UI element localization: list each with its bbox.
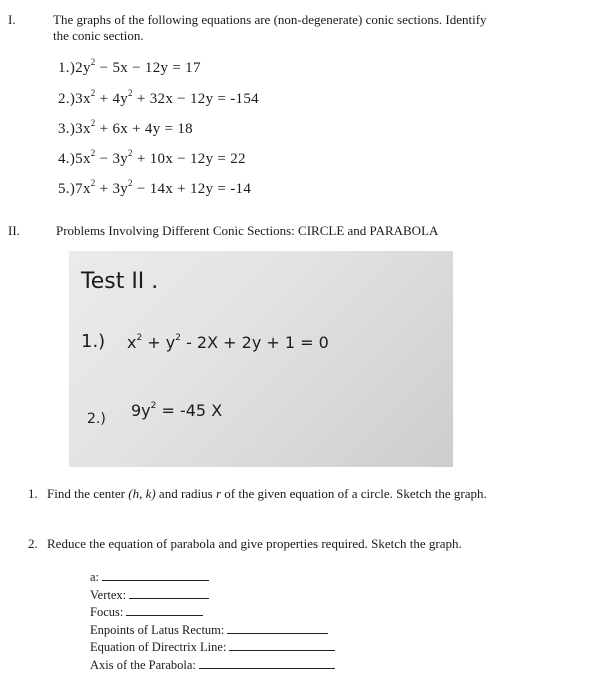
handwritten-problems-photo: [69, 251, 453, 467]
section-2-heading: Problems Involving Different Conic Sections: CIRCLE and PARABOLA: [56, 223, 439, 238]
exponent: 2: [150, 401, 157, 411]
answer-fields: [90, 568, 335, 673]
exponent: 2: [90, 148, 96, 158]
equation-term: − 14x + 12y = -14: [132, 181, 252, 197]
exponent: 2: [90, 118, 96, 128]
equation-term: − 5x − 12y = 17: [95, 60, 201, 76]
equation-term: + 4y: [95, 91, 129, 107]
equation-number: 4.): [58, 151, 76, 167]
equation-term: + 6x + 4y = 18: [95, 121, 193, 137]
equation-term: + 32x − 12y = -154: [132, 91, 259, 107]
equation-term: 7x: [75, 181, 91, 197]
field-focus: Focus:: [90, 603, 335, 621]
photo-title: Test II .: [81, 269, 159, 294]
task-1-number: 1.: [28, 486, 38, 501]
equation-1: [58, 57, 201, 77]
field-axis-blank[interactable]: [199, 656, 335, 669]
equation-term: 3x: [75, 91, 91, 107]
field-vertex-blank[interactable]: [129, 586, 209, 599]
equation-term: 5x: [75, 151, 91, 167]
photo-item2-equation: [131, 401, 222, 420]
field-axis: Axis of the Parabola:: [90, 656, 335, 674]
exponent: 2: [175, 333, 181, 343]
section-1-number: I.: [8, 12, 16, 27]
equation-number: 1.): [58, 60, 76, 76]
task-1-text: Find the center (h, k) and radius r of the given equation of a circle. Sketch the graph.: [47, 486, 487, 501]
equation-number: 3.): [58, 121, 76, 137]
field-directrix-blank[interactable]: [229, 638, 335, 651]
equation-term: x: [127, 333, 137, 352]
photo-item2-label: 2.): [87, 411, 106, 427]
equation-2: [58, 88, 259, 108]
exponent: 2: [128, 88, 133, 98]
section-1-instruction-line2: the conic section.: [53, 28, 144, 43]
exponent: 2: [136, 333, 143, 343]
equation-term: = -45 X: [156, 401, 223, 420]
equation-term: + 3y: [95, 181, 129, 197]
equation-3: [58, 118, 193, 138]
exponent: 2: [90, 57, 96, 67]
task-2-number: 2.: [28, 536, 38, 551]
equation-term: + 10x − 12y = 22: [132, 151, 246, 167]
section-1-instruction-line1: The graphs of the following equations are (non-degenerate) conic sections. Identify: [53, 12, 487, 27]
equation-4: [58, 148, 246, 168]
photo-item1-equation: [127, 333, 329, 352]
field-latus-rectum-blank[interactable]: [227, 621, 328, 634]
equation-term: − 3y: [95, 151, 129, 167]
equation-5: [58, 178, 252, 198]
field-focus-blank[interactable]: [126, 603, 203, 616]
exponent: 2: [90, 88, 96, 98]
equation-term: 3x: [75, 121, 91, 137]
task-2-text: Reduce the equation of parabola and give properties required. Sketch the graph.: [47, 536, 462, 551]
exponent: 2: [90, 178, 96, 188]
exponent: 2: [128, 148, 133, 158]
field-directrix: Equation of Directrix Line:: [90, 638, 335, 656]
equation-term: 9y: [131, 401, 151, 420]
field-a: a:: [90, 568, 335, 586]
equation-number: 2.): [58, 91, 76, 107]
section-2-number: II.: [8, 223, 20, 238]
equation-number: 5.): [58, 181, 76, 197]
photo-item1-label: 1.): [81, 331, 106, 352]
equation-term: - 2X + 2y + 1 = 0: [180, 333, 329, 352]
field-a-blank[interactable]: [102, 568, 209, 581]
exponent: 2: [128, 178, 133, 188]
field-latus-rectum: Enpoints of Latus Rectum:: [90, 621, 335, 639]
equation-term: + y: [142, 333, 176, 352]
equation-term: 2y: [75, 60, 91, 76]
field-vertex: Vertex:: [90, 586, 335, 604]
